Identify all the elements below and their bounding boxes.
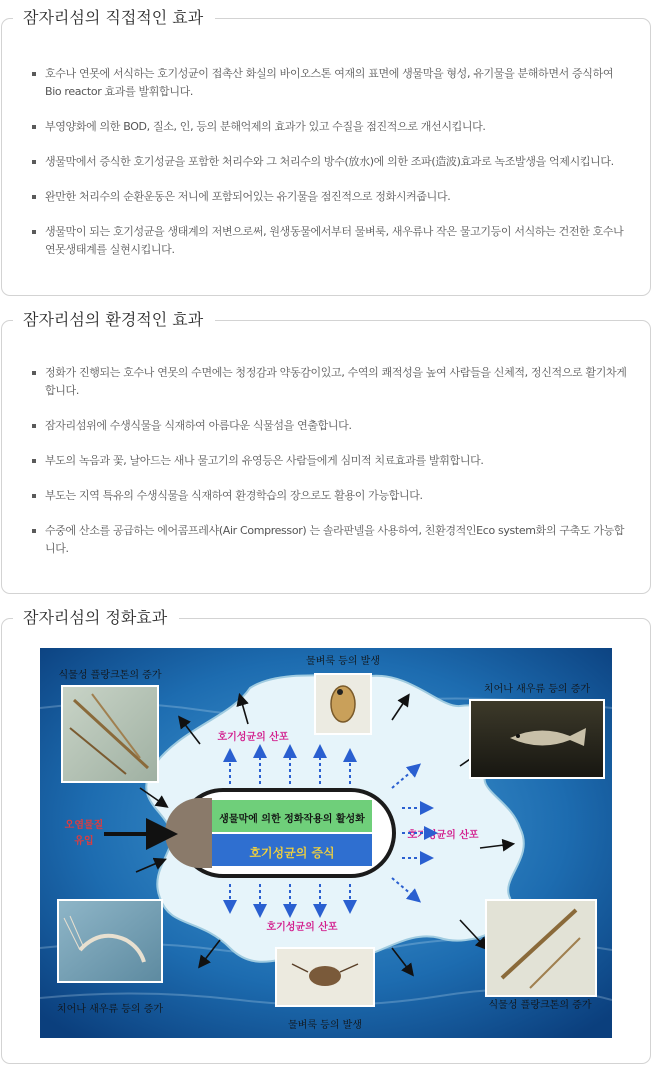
list-item-text: 잠자리섬위에 수생식물을 식재하여 아름다운 식물섬을 연출합니다. (45, 419, 352, 432)
spread-right-label: 호기성균의 산포 (407, 830, 479, 841)
list-item (32, 452, 632, 470)
section-title: 잠자리섬의 환경적인 효과 (13, 308, 215, 332)
bullet-icon (32, 195, 36, 199)
photo-water-flea-bottom (276, 948, 374, 1006)
photo-phytoplankton-bottom (486, 900, 596, 996)
section-title: 잠자리섬의 정화효과 (13, 606, 179, 630)
purification-diagram (40, 648, 612, 1038)
list-item (32, 188, 632, 206)
list-item-text: 생물막에서 증식한 호기성균을 포함한 처리수와 그 처리수의 방수(放水)에 의한 조파(造波)효과로 녹조발생을 억제시킵니다. (45, 155, 614, 168)
photo-water-flea-top (315, 674, 371, 734)
list-item (32, 223, 632, 259)
photo-phytoplankton-top (62, 686, 158, 782)
list-item-text: 수중에 산소를 공급하는 에어콤프레샤(Air Compressor) 는 솔라판넬을 사용하여, 친환경적인Eco system화의 구축도 가능합니다. (45, 524, 625, 555)
list-item (32, 487, 632, 505)
list-item-text: 생물막이 되는 호기성균을 생태계의 저변으로써, 원생동물에서부터 물벼룩, 새우류나 작은 물고기등이 서식하는 건전한 호수나 연못생태계를 실현시킵니다. (45, 225, 624, 256)
core-top-label: 생물막에 의한 정화작용의 활성화 (219, 814, 365, 825)
section-direct-effects (1, 8, 651, 296)
label-bottom-center: 물벼룩 등의 발생 (288, 1020, 362, 1031)
bullet-icon (32, 230, 36, 234)
spread-bottom-label: 호기성균의 산포 (266, 922, 338, 933)
label-top-left: 식물성 플랑크톤의 증가 (58, 670, 162, 681)
bullet-list (32, 65, 632, 259)
core-bottom-label: 호기성균의 증식 (249, 846, 335, 860)
label-bottom-left: 치어나 새우류 등의 증가 (56, 1004, 164, 1015)
label-top-right: 치어나 새우류 등의 증가 (483, 684, 591, 695)
list-item-text: 부도는 지역 특유의 수생식물을 식재하여 환경학습의 장으로도 활용이 가능합니다. (45, 489, 423, 502)
diagram-svg (40, 648, 612, 1038)
photo-fish-top (470, 700, 604, 778)
section-title: 잠자리섬의 직접적인 효과 (13, 6, 215, 30)
list-item (32, 65, 632, 101)
list-item-text: 부도의 녹음과 꽃, 날아드는 새나 물고기의 유영등은 사람들에게 심미적 치료효과를 발휘합니다. (45, 454, 484, 467)
list-item (32, 153, 632, 171)
bullet-icon (32, 494, 36, 498)
inflow-label-1: 오염물질 (64, 820, 104, 831)
photo-shrimp-bottom (58, 900, 162, 982)
bullet-icon (32, 371, 36, 375)
list-item (32, 364, 632, 400)
core-unit (165, 790, 394, 876)
label-top-center: 물벼룩 등의 발생 (306, 656, 380, 667)
inflow-label-2: 유입 (74, 836, 94, 847)
list-item (32, 522, 632, 558)
spread-top-label: 호기성균의 산포 (217, 732, 289, 743)
list-item-text: 호수나 연못에 서식하는 호기성균이 접촉산 화실의 바이오스톤 여재의 표면에 생물막을 형성, 유기물을 분해하면서 증식하여 Bio reactor 효과를 발휘합니다. (45, 67, 614, 98)
bullet-icon (32, 125, 36, 129)
bullet-icon (32, 459, 36, 463)
list-item-text: 부영양화에 의한 BOD, 질소, 인, 등의 분해억제의 효과가 있고 수질을 점진적으로 개선시킵니다. (45, 120, 486, 133)
bullet-list (32, 364, 632, 558)
bullet-icon (32, 529, 36, 533)
list-item (32, 118, 632, 136)
section-environmental-effects (1, 310, 651, 594)
bullet-icon (32, 160, 36, 164)
bullet-icon (32, 72, 36, 76)
bullet-icon (32, 424, 36, 428)
list-item (32, 417, 632, 435)
list-item-text: 정화가 진행되는 호수나 연못의 수면에는 청정감과 약동감이있고, 수역의 쾌적성을 높여 사람들을 신체적, 정신적으로 활기차게합니다. (45, 366, 627, 397)
list-item-text: 완만한 처리수의 순환운동은 저니에 포함되어있는 유기물을 점진적으로 정화시켜줍니다. (45, 190, 451, 203)
label-bottom-right: 식물성 플랑크톤의 증가 (488, 1000, 592, 1011)
